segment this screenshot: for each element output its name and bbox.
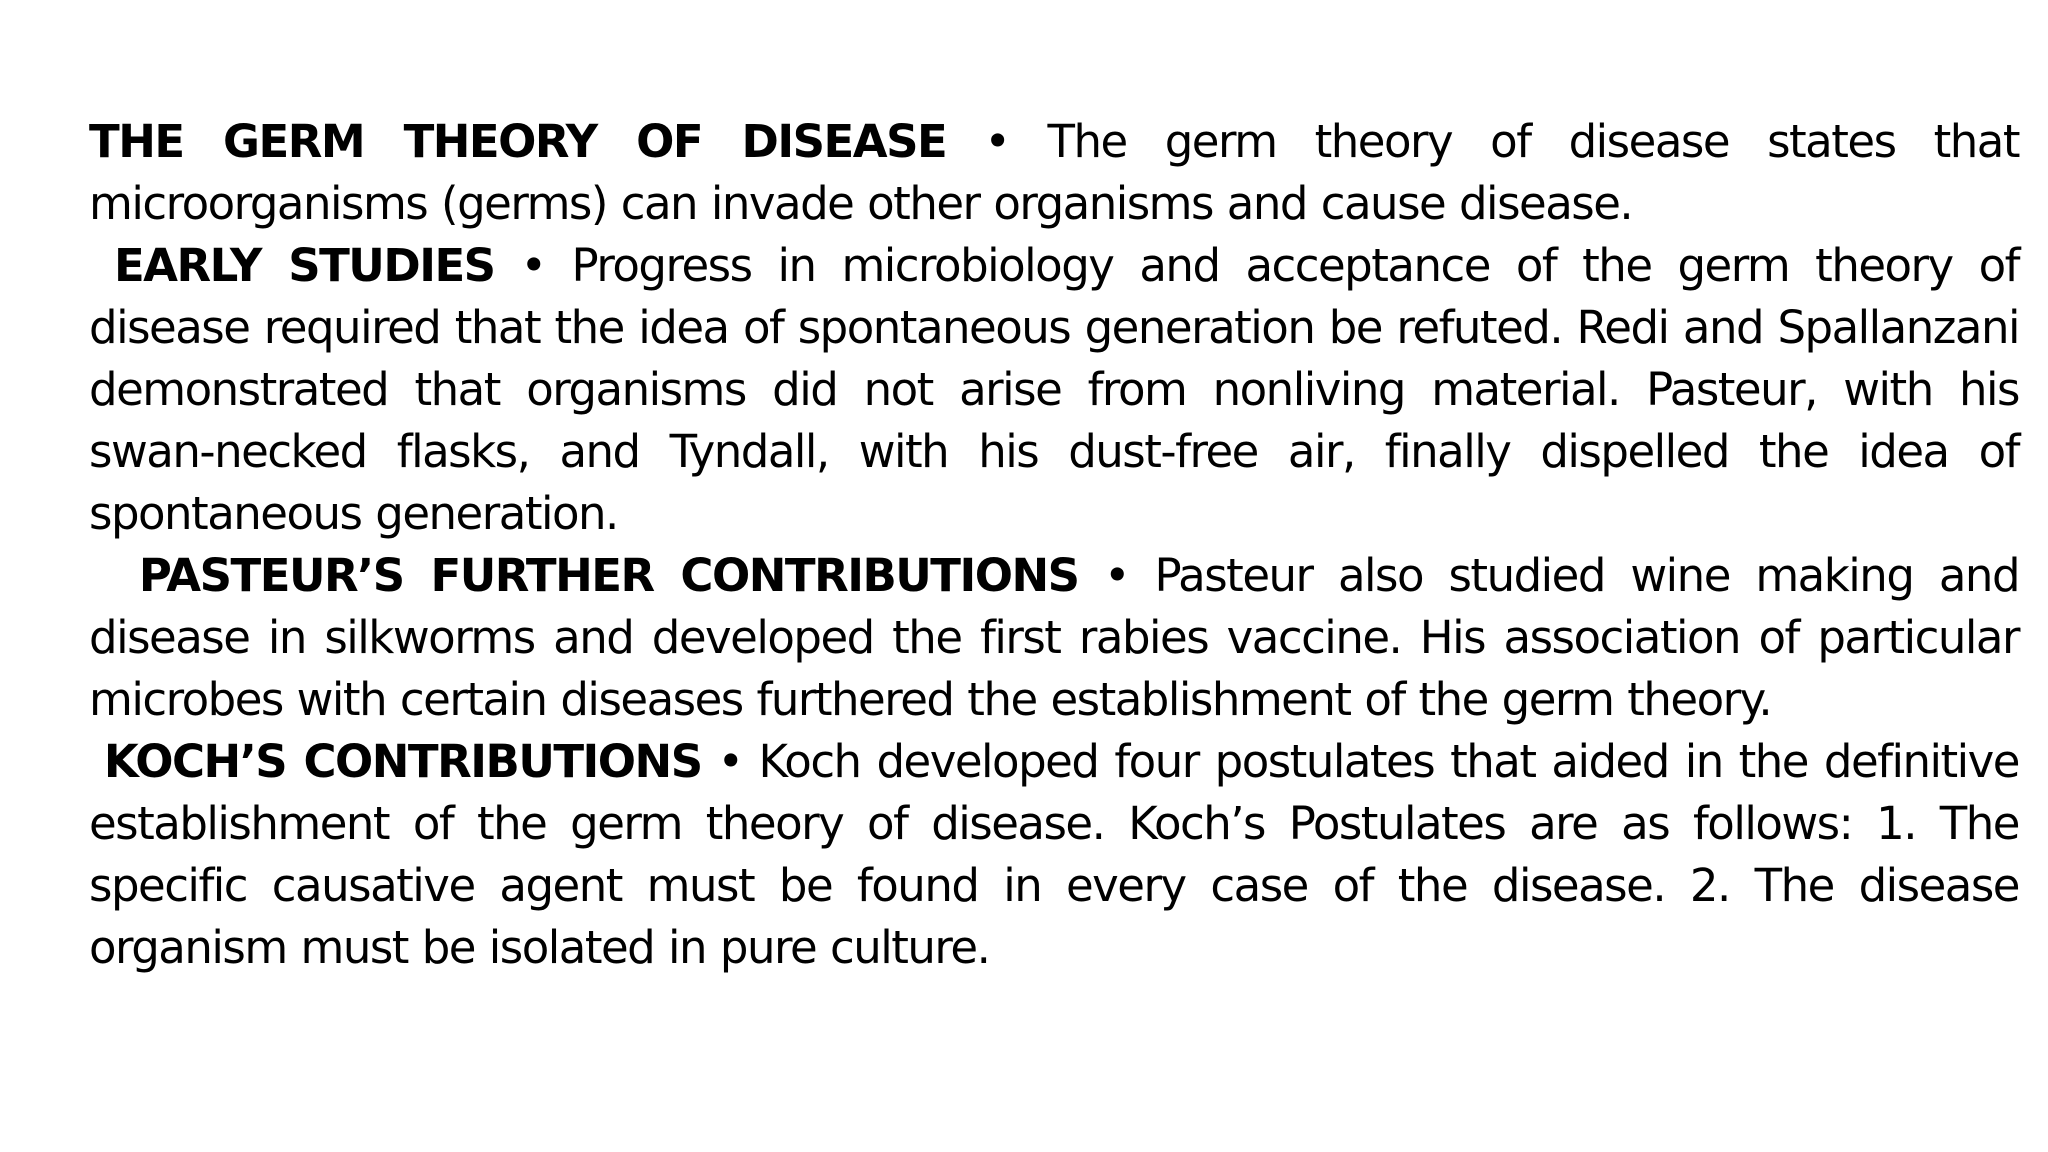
heading-koch-contributions: KOCH’S CONTRIBUTIONS bbox=[103, 735, 702, 788]
slide-text-body bbox=[89, 111, 2019, 979]
heading-pasteur-contributions: PASTEUR’S FURTHER CONTRIBUTIONS bbox=[138, 549, 1079, 602]
paragraph-pasteur-contributions bbox=[89, 545, 2019, 731]
body-germ-theory: • The germ theory of disease states that microorganisms (germs) can invade other organisms and cause disease. bbox=[89, 115, 2019, 230]
heading-germ-theory: THE GERM THEORY OF DISEASE bbox=[89, 115, 947, 168]
paragraph-early-studies bbox=[89, 235, 2019, 545]
paragraph-koch-contributions bbox=[89, 731, 2019, 979]
paragraph-indent bbox=[89, 549, 139, 602]
paragraph-indent bbox=[89, 735, 104, 788]
heading-early-studies: EARLY STUDIES bbox=[113, 239, 495, 292]
paragraph-indent bbox=[89, 239, 114, 292]
body-koch-contributions: • Koch developed four postulates that aided in the definitive establishment of the germ theory of disease. Koch’s Postulates are as follows: 1. The specific causative agent must be found in every case of the disease. 2. The disease organism must be isolated in pure culture. bbox=[89, 735, 2019, 974]
paragraph-germ-theory bbox=[89, 111, 2019, 235]
body-early-studies: • Progress in microbiology and acceptance of the germ theory of disease required that the idea of spontaneous generation be refuted. Redi and Spallanzani demonstrated that organisms did not arise from nonliving material. Pasteur, with his swan-necked flasks, and Tyndall, with his dust-free air, finally dispelled the idea of spontaneous generation. bbox=[89, 239, 2019, 540]
body-pasteur-contributions: • Pasteur also studied wine making and disease in silkworms and developed the first rabies vaccine. His association of particular microbes with certain diseases furthered the establishment of the germ theory. bbox=[89, 549, 2020, 726]
